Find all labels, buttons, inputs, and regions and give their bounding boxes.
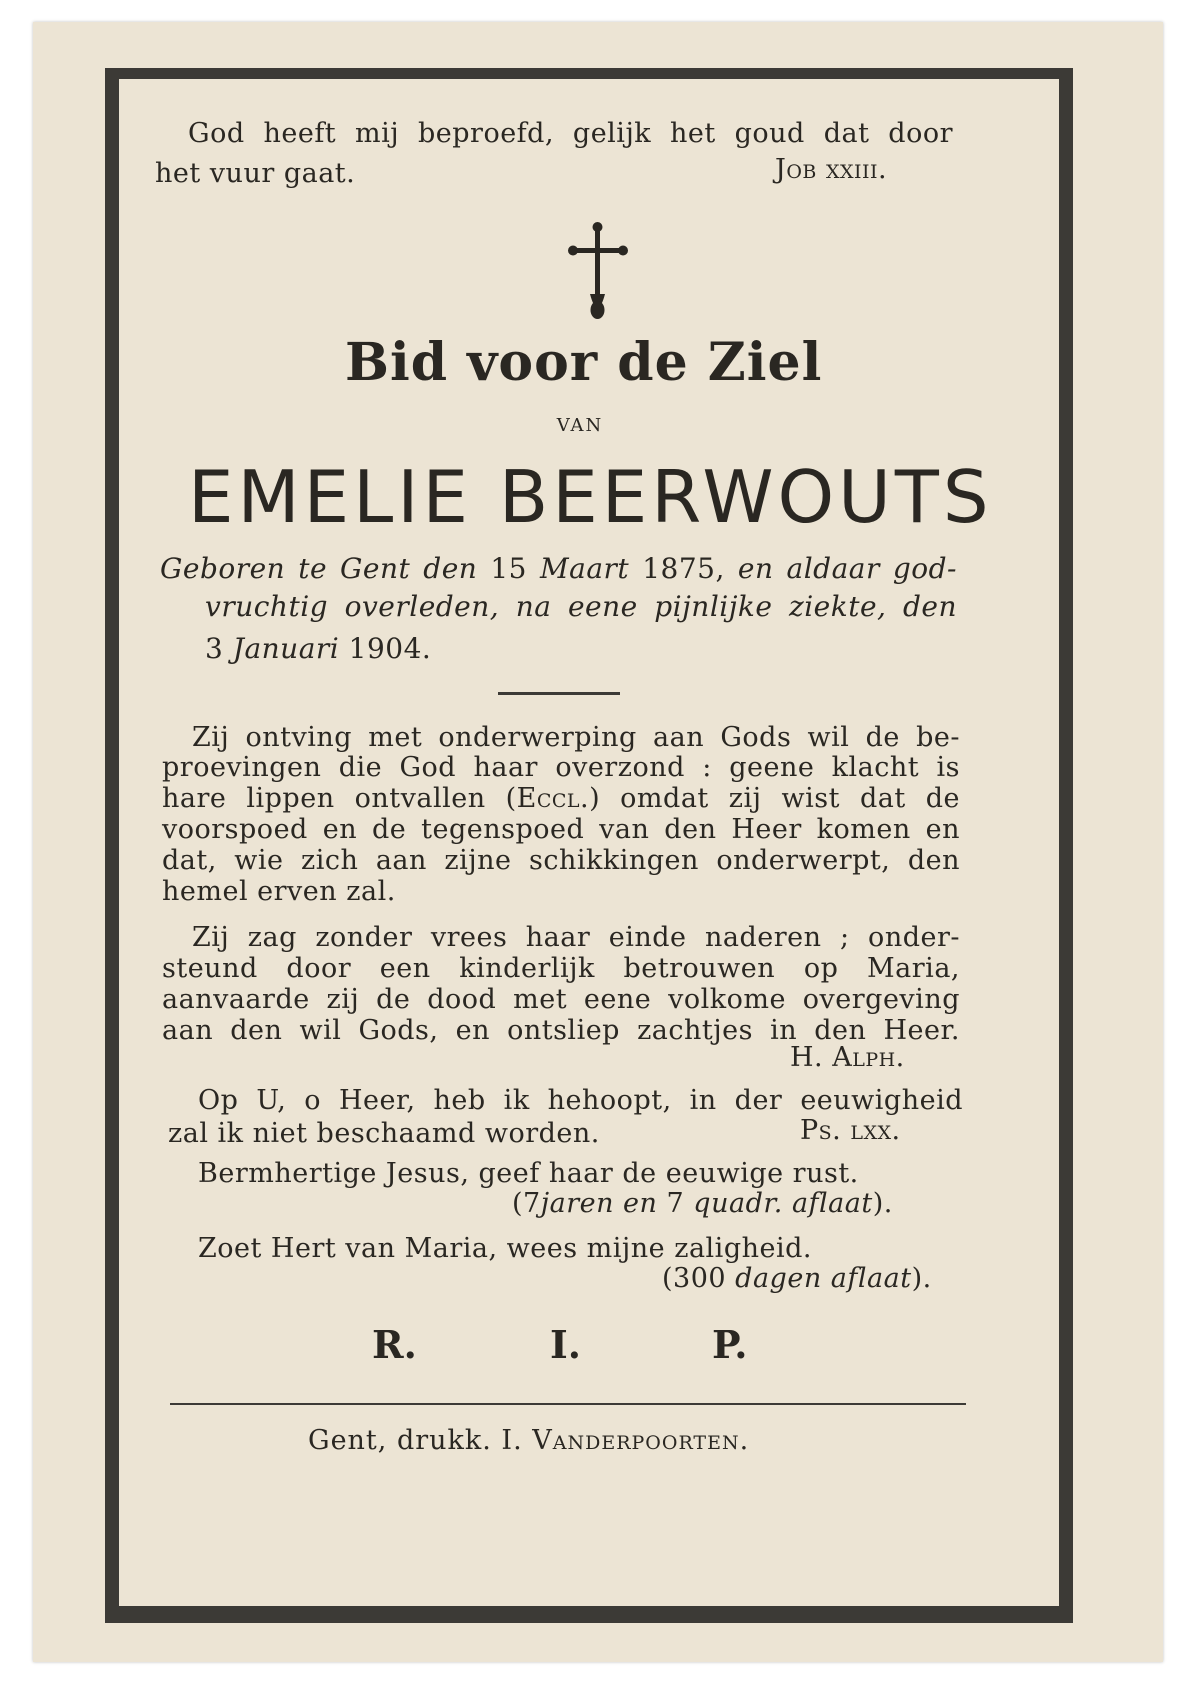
- prayer1-ind-e: ).: [872, 1188, 893, 1219]
- printer-imprint: [308, 1425, 749, 1456]
- prayer2-ind-a: (300: [662, 1263, 727, 1294]
- para1-line-2: proevingen die God haar overzond : geene klacht is: [162, 752, 960, 783]
- para2-line-2: steund door een kinderlijk betrouwen op Maria,: [162, 953, 960, 984]
- para2-source: H. Alph.: [790, 1042, 905, 1073]
- prayer1-ind-d: quadr. aflaat: [693, 1188, 873, 1219]
- prayer1-ind-c: 7: [666, 1188, 685, 1219]
- separator-rule: [498, 692, 620, 695]
- para3-source: Ps. lxx.: [800, 1115, 901, 1146]
- printer-prefix: Gent, drukk. I.: [308, 1425, 523, 1456]
- prayer2-ind-c: ).: [911, 1263, 932, 1294]
- birth-year: 1875,: [642, 552, 725, 585]
- para2-line-4: aan den wil Gods, en ontsliep zachtjes in den Heer.: [162, 1015, 960, 1046]
- para1-line-6: hemel erven zal.: [162, 876, 396, 907]
- epigraph-line-1: God heeft mij beproefd, gelijk het goud dat door: [188, 118, 953, 149]
- prayer1-line: Bermhertige Jesus, geef haar de eeuwige rust.: [198, 1158, 859, 1189]
- para1-line-5: dat, wie zich aan zijne schikkingen onderwerpt, den: [162, 845, 960, 876]
- death-day: 3: [205, 632, 224, 665]
- death-month: Januari: [232, 632, 340, 665]
- eccl-reference: Eccl.: [516, 783, 590, 814]
- latin-cross-icon: [568, 222, 628, 322]
- epigraph-line-2: het vuur gaat.: [155, 158, 356, 189]
- footer-rule: [170, 1403, 966, 1405]
- prayer2-indulgence: [662, 1263, 932, 1294]
- rip-i: I.: [550, 1322, 582, 1367]
- prayer2-ind-b: dagen aflaat: [735, 1263, 912, 1294]
- rip-p: P.: [712, 1322, 748, 1367]
- para1-line-3-start: hare lippen ontvallen (: [162, 783, 517, 814]
- death-year: 1904.: [348, 632, 432, 665]
- para1-line-3: [162, 783, 960, 814]
- printer-name: Vanderpoorten.: [532, 1425, 750, 1456]
- para1-line-3-end: omdat zij wist dat de: [620, 783, 960, 814]
- para3-line-2: zal ik niet beschaamd worden.: [168, 1118, 600, 1149]
- para1-line-1: Zij ontving met onderwerping aan Gods wil de be-: [192, 722, 960, 753]
- birth-day: 15: [490, 552, 527, 585]
- prayer1-ind-a: (7: [512, 1188, 541, 1219]
- prayer2-line: Zoet Hert van Maria, wees mijne zaligheid.: [198, 1233, 812, 1264]
- para1-line-3-paren: ): [589, 783, 601, 814]
- rip-r: R.: [372, 1322, 417, 1367]
- birth-line-3: [205, 632, 431, 665]
- para2-line-3: aanvaarde zij de dood met eene volkome overgeving: [162, 984, 960, 1015]
- birth-text: Geboren te Gent den: [160, 552, 478, 585]
- birth-line-1: [160, 552, 957, 585]
- prayer1-indulgence: [512, 1188, 893, 1219]
- van-label: van: [556, 408, 604, 438]
- para2-line-1: Zij zag zonder vrees haar einde naderen ; onder-: [192, 922, 960, 953]
- prayer1-ind-b: jaren en: [540, 1188, 658, 1219]
- page-heading: Bid voor de Ziel: [345, 332, 823, 393]
- birth-month: Maart: [539, 552, 630, 585]
- birth-text-2: en aldaar god-: [737, 552, 958, 585]
- deceased-name: EMELIE BEERWOUTS: [188, 455, 993, 539]
- para3-line-1: Op U, o Heer, heb ik hehoopt, in der eeuwigheid: [198, 1085, 963, 1116]
- epigraph-source: Job xxiii.: [775, 154, 888, 185]
- birth-line-2: vruchtig overleden, na eene pijnlijke ziekte, den: [205, 590, 957, 623]
- para1-line-4: voorspoed en de tegenspoed van den Heer komen en: [162, 814, 960, 845]
